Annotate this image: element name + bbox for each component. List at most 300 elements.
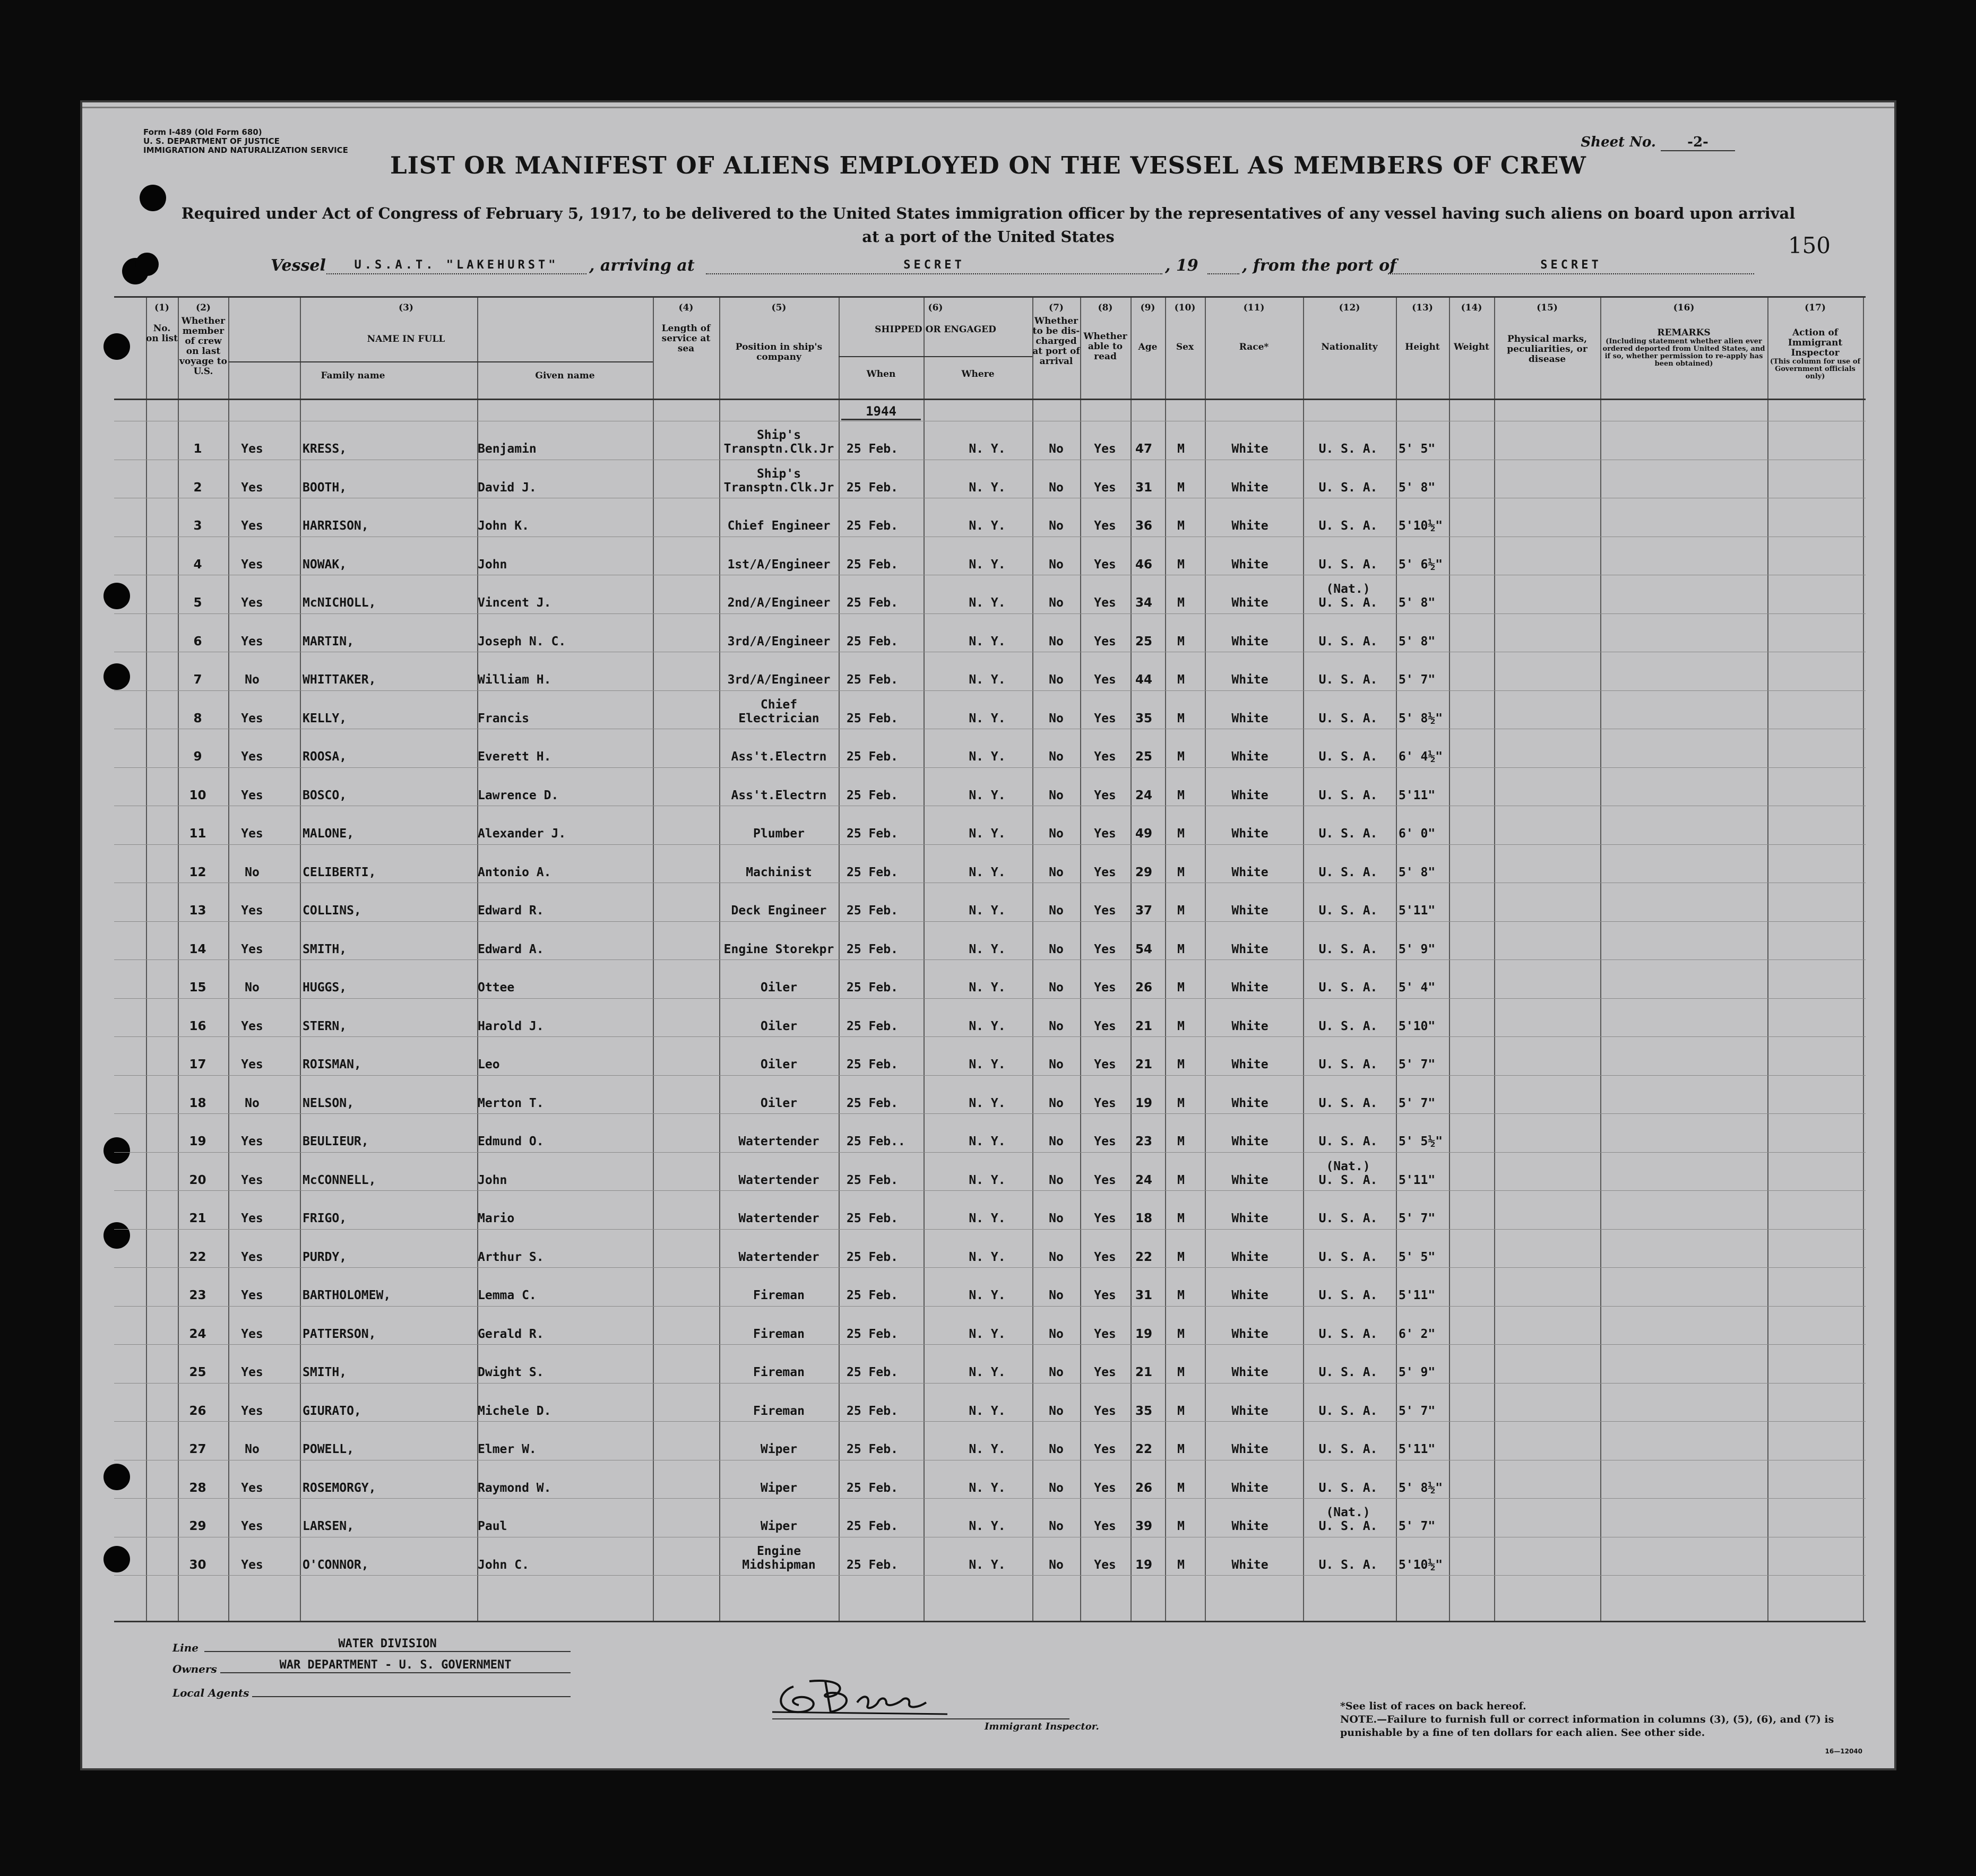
line-label: Line xyxy=(172,1641,199,1654)
shipped-when: 25 Feb. xyxy=(847,442,898,456)
family-name-header: Family name xyxy=(321,370,385,381)
table-row xyxy=(114,1421,1866,1459)
nationality-value: U. S. A. xyxy=(1318,1404,1378,1418)
row-number: 26 xyxy=(189,1404,206,1418)
shipped-when: 25 Feb. xyxy=(847,1404,898,1418)
shipped-where: N. Y. xyxy=(969,1212,1006,1225)
family-name: POWELL, xyxy=(303,1442,354,1456)
nationality-value: U. S. A. xyxy=(1318,750,1378,764)
col17-header xyxy=(1767,303,1863,381)
vessel-label: Vessel xyxy=(271,256,326,275)
nationality xyxy=(1306,904,1391,918)
row-rule xyxy=(114,1036,1866,1037)
prior-voyage: Yes xyxy=(241,1019,263,1033)
given-name: Mario xyxy=(478,1212,515,1225)
row-rule xyxy=(114,921,1866,922)
sheet-number xyxy=(1581,134,1735,151)
col10-header xyxy=(1165,303,1205,352)
age: 31 xyxy=(1135,1289,1152,1302)
height: 5' 5½" xyxy=(1399,1135,1443,1148)
col2-header xyxy=(179,303,228,377)
position xyxy=(719,1365,839,1379)
given-name-header: Given name xyxy=(535,370,595,381)
year-blank xyxy=(1207,258,1239,274)
able-to-read: Yes xyxy=(1094,865,1116,879)
row-number: 23 xyxy=(189,1289,206,1302)
position-line2: Transptn.Clk.Jr xyxy=(723,480,834,495)
race: White xyxy=(1231,981,1269,995)
arriving-label: , arriving at xyxy=(589,256,695,275)
nationality xyxy=(1306,1096,1391,1110)
position xyxy=(719,1289,839,1302)
able-to-read: Yes xyxy=(1094,942,1116,956)
col6-label: SHIPPED OR ENGAGED xyxy=(875,324,996,335)
col7-label: Whether to be dis-charged at port of arrival xyxy=(1032,316,1080,367)
race: White xyxy=(1231,1135,1269,1148)
table-row xyxy=(114,498,1866,536)
inspector-signature xyxy=(772,1671,953,1718)
nationality xyxy=(1306,635,1391,649)
position xyxy=(719,1404,839,1418)
shipped-when: 25 Feb. xyxy=(847,557,898,572)
family-name: STERN, xyxy=(303,1019,347,1033)
row-number: 6 xyxy=(193,634,202,649)
given-name: Leo xyxy=(478,1058,500,1071)
family-name: WHITTAKER, xyxy=(303,673,376,687)
age: 21 xyxy=(1135,1019,1152,1033)
shipped-when: 25 Feb. xyxy=(847,1019,898,1033)
nationality xyxy=(1306,750,1391,764)
nationality-value: U. S. A. xyxy=(1318,634,1378,649)
position-line2: Oiler xyxy=(760,1096,798,1110)
year-label: 1944 xyxy=(841,404,921,420)
discharged: No xyxy=(1049,1096,1064,1110)
race: White xyxy=(1231,1212,1269,1225)
position-line1: Ship's xyxy=(756,466,801,481)
race: White xyxy=(1231,596,1269,610)
family-name: BARTHOLOMEW, xyxy=(303,1289,391,1302)
given-name: Merton T. xyxy=(478,1096,544,1110)
height: 5' 9" xyxy=(1399,1365,1436,1379)
nationality xyxy=(1306,1135,1391,1148)
age: 36 xyxy=(1135,519,1152,533)
nationality-value: U. S. A. xyxy=(1318,1135,1378,1148)
col1-header xyxy=(146,303,178,344)
discharged: No xyxy=(1049,1173,1064,1187)
family-name: ROOSA, xyxy=(303,750,347,764)
prior-voyage: Yes xyxy=(241,480,263,495)
table-row xyxy=(114,1229,1866,1267)
service: IMMIGRATION AND NATURALIZATION SERVICE xyxy=(143,145,348,155)
race: White xyxy=(1231,634,1269,649)
able-to-read: Yes xyxy=(1094,1212,1116,1225)
shipped-where: N. Y. xyxy=(969,480,1006,495)
discharged: No xyxy=(1049,1135,1064,1148)
nationality-value: U. S. A. xyxy=(1318,1365,1378,1379)
shipped-where: N. Y. xyxy=(969,711,1006,725)
page-title: LIST OR MANIFEST OF ALIENS EMPLOYED ON THE VESSEL AS MEMBERS OF CREW xyxy=(390,151,1586,179)
position-line2: Transptn.Clk.Jr xyxy=(723,442,834,456)
given-name: Paul xyxy=(478,1519,507,1533)
table-row xyxy=(114,959,1866,998)
shipped-where: N. Y. xyxy=(969,1519,1006,1533)
shipped-where: N. Y. xyxy=(969,1558,1006,1572)
able-to-read: Yes xyxy=(1094,1519,1116,1533)
row-rule xyxy=(114,1075,1866,1076)
row-rule xyxy=(114,613,1866,614)
nationality xyxy=(1306,673,1391,687)
nationality-value: U. S. A. xyxy=(1318,711,1378,725)
table-row xyxy=(114,1267,1866,1306)
shipped-when: 25 Feb. xyxy=(847,1519,898,1533)
nationality xyxy=(1306,582,1391,610)
table-row xyxy=(114,1075,1866,1113)
race: White xyxy=(1231,942,1269,956)
col7-num: (7) xyxy=(1049,302,1064,313)
vessel-name: U.S.A.T. "LAKEHURST" xyxy=(326,258,586,274)
position xyxy=(719,866,839,879)
sex: M xyxy=(1177,480,1185,495)
given-name: Alexander J. xyxy=(478,827,566,841)
age: 18 xyxy=(1135,1212,1152,1225)
col4-num: (4) xyxy=(678,302,694,313)
col12-num: (12) xyxy=(1339,302,1360,313)
height: 5' 5" xyxy=(1399,1250,1436,1264)
row-number: 5 xyxy=(193,596,202,610)
table-row xyxy=(114,575,1866,613)
shipped-when: 25 Feb. xyxy=(847,1365,898,1379)
prior-voyage: Yes xyxy=(241,1481,263,1495)
row-number: 25 xyxy=(189,1365,206,1379)
position xyxy=(719,827,839,841)
sex: M xyxy=(1177,981,1185,995)
position-line2: Watertender xyxy=(738,1173,819,1187)
table-row xyxy=(114,1190,1866,1229)
sex: M xyxy=(1177,711,1185,725)
row-rule xyxy=(114,1575,1866,1576)
row-rule xyxy=(114,1190,1866,1191)
nationality-value: U. S. A. xyxy=(1318,1289,1378,1302)
nationality xyxy=(1306,1365,1391,1379)
prior-voyage: Yes xyxy=(241,596,263,610)
family-name: McCONNELL, xyxy=(303,1173,376,1187)
nationality-note: (Nat.) xyxy=(1326,582,1370,596)
discharged: No xyxy=(1049,673,1064,687)
row-rule xyxy=(114,690,1866,691)
height: 5' 7" xyxy=(1399,1058,1436,1071)
nationality-value: U. S. A. xyxy=(1318,673,1378,687)
discharged: No xyxy=(1049,981,1064,995)
nationality xyxy=(1306,943,1391,956)
col5-header xyxy=(719,303,839,362)
prior-voyage: Yes xyxy=(241,1212,263,1225)
discharged: No xyxy=(1049,788,1064,802)
row-number: 12 xyxy=(189,865,206,879)
nationality xyxy=(1306,1558,1391,1572)
shipped-where: N. Y. xyxy=(969,1096,1006,1110)
shipped-where: N. Y. xyxy=(969,442,1006,456)
discharged: No xyxy=(1049,1519,1064,1533)
races-note: *See list of races on back hereof. xyxy=(1340,1700,1526,1712)
sex: M xyxy=(1177,750,1185,764)
row-number: 15 xyxy=(189,981,206,995)
col14-header xyxy=(1449,303,1494,352)
table-row xyxy=(114,883,1866,921)
col5-num: (5) xyxy=(771,302,787,313)
prior-voyage: Yes xyxy=(241,1404,263,1418)
nationality xyxy=(1306,1404,1391,1418)
position-line1: Chief xyxy=(760,697,798,712)
position-line2: Deck Engineer xyxy=(731,904,827,918)
height: 6' 0" xyxy=(1399,827,1436,841)
nationality-value: U. S. A. xyxy=(1318,442,1378,456)
race: White xyxy=(1231,788,1269,802)
table-row xyxy=(114,1344,1866,1382)
height: 5'11" xyxy=(1399,788,1436,802)
height: 5' 7" xyxy=(1399,1519,1436,1533)
position xyxy=(719,1058,839,1071)
sex: M xyxy=(1177,827,1185,841)
height: 5' 8" xyxy=(1399,634,1436,649)
prior-voyage: Yes xyxy=(241,750,263,764)
given-name: John K. xyxy=(478,519,529,533)
able-to-read: Yes xyxy=(1094,1558,1116,1572)
position xyxy=(719,1173,839,1187)
shipped-when: 25 Feb. xyxy=(847,673,898,687)
row-rule xyxy=(114,844,1866,845)
nationality-note: (Nat.) xyxy=(1326,1159,1370,1173)
height: 5'10" xyxy=(1399,1019,1436,1033)
shipped-where: N. Y. xyxy=(969,1289,1006,1302)
table-row xyxy=(114,652,1866,690)
age: 19 xyxy=(1135,1558,1152,1572)
position-line2: Watertender xyxy=(738,1135,819,1148)
table-row xyxy=(114,921,1866,959)
prior-voyage: Yes xyxy=(241,519,263,533)
position-line2: Oiler xyxy=(760,1019,798,1033)
given-name: William H. xyxy=(478,673,551,687)
position xyxy=(719,596,839,610)
row-number: 11 xyxy=(189,827,206,841)
given-name: John C. xyxy=(478,1558,529,1572)
row-number: 17 xyxy=(189,1058,206,1071)
position-line2: Ass't.Electrn xyxy=(731,788,827,802)
able-to-read: Yes xyxy=(1094,981,1116,995)
table-row xyxy=(114,729,1866,767)
nationality-value: U. S. A. xyxy=(1318,480,1378,495)
shipped-when: 25 Feb. xyxy=(847,1058,898,1071)
position-line2: Fireman xyxy=(753,1327,805,1341)
row-number: 22 xyxy=(189,1250,206,1264)
col14-label: Weight xyxy=(1453,342,1490,352)
row-rule xyxy=(114,1113,1866,1114)
nationality-value: U. S. A. xyxy=(1318,1058,1378,1071)
row-number: 27 xyxy=(189,1442,206,1456)
row-number: 1 xyxy=(193,442,202,456)
table-row xyxy=(114,1460,1866,1498)
prior-voyage: Yes xyxy=(241,1519,263,1533)
family-name: GIURATO, xyxy=(303,1404,361,1418)
position xyxy=(719,558,839,572)
col9-label: Age xyxy=(1138,342,1158,352)
prior-voyage: Yes xyxy=(241,1173,263,1187)
discharged: No xyxy=(1049,904,1064,918)
nationality-value: U. S. A. xyxy=(1318,596,1378,610)
sex: M xyxy=(1177,1481,1185,1495)
sheet-value: -2- xyxy=(1661,134,1735,151)
race: White xyxy=(1231,1019,1269,1033)
page-subtitle: Required under Act of Congress of February 5, 1917, to be delivered to the United States immigration officer by the representatives of any vessel having such aliens on board upon arrival at a port of the United States xyxy=(181,204,1796,246)
discharged: No xyxy=(1049,519,1064,533)
sex: M xyxy=(1177,557,1185,572)
shipped-when: 25 Feb. xyxy=(847,750,898,764)
age: 21 xyxy=(1135,1058,1152,1071)
position xyxy=(719,673,839,687)
family-name: BOOTH, xyxy=(303,480,347,495)
manifest-sheet xyxy=(82,102,1894,1768)
race: White xyxy=(1231,750,1269,764)
position-line2: Midshipman xyxy=(742,1558,816,1572)
shipped-when: 25 Feb. xyxy=(847,1212,898,1225)
discharged: No xyxy=(1049,1404,1064,1418)
height: 6' 4½" xyxy=(1399,750,1443,764)
table-row xyxy=(114,613,1866,652)
when-header: When xyxy=(866,369,896,379)
able-to-read: Yes xyxy=(1094,1250,1116,1264)
row-rule xyxy=(114,1421,1866,1422)
given-name: Arthur S. xyxy=(478,1250,544,1264)
able-to-read: Yes xyxy=(1094,480,1116,495)
table-row xyxy=(114,1036,1866,1075)
discharged: No xyxy=(1049,711,1064,725)
row-rule xyxy=(114,959,1866,960)
shipped-where: N. Y. xyxy=(969,1135,1006,1148)
row-number: 4 xyxy=(193,557,202,572)
footnote xyxy=(1340,1700,1850,1740)
discharged: No xyxy=(1049,1442,1064,1456)
col8-label: Whether able to read xyxy=(1083,331,1127,362)
nationality xyxy=(1306,1289,1391,1302)
position-line2: Wiper xyxy=(760,1442,798,1456)
position-line2: Oiler xyxy=(760,981,798,995)
row-number: 14 xyxy=(189,942,206,956)
discharged: No xyxy=(1049,1212,1064,1225)
sex: M xyxy=(1177,1289,1185,1302)
table-row xyxy=(114,1537,1866,1575)
vessel-line xyxy=(271,256,1810,278)
table-row xyxy=(114,1498,1866,1536)
shipped-when: 25 Feb. xyxy=(847,480,898,495)
age: 25 xyxy=(1135,750,1152,764)
shipped-when: 25 Feb. xyxy=(847,788,898,802)
age: 24 xyxy=(1135,1173,1152,1187)
row-number: 21 xyxy=(189,1212,206,1225)
row-rule xyxy=(114,1267,1866,1268)
row-number: 29 xyxy=(189,1519,206,1533)
family-name: COLLINS, xyxy=(303,904,361,918)
row-number: 28 xyxy=(189,1481,206,1495)
sex: M xyxy=(1177,442,1185,456)
form-number: 16—12040 xyxy=(1825,1748,1862,1755)
position-line2: 3rd/A/Engineer xyxy=(727,634,831,649)
shipped-when: 25 Feb. xyxy=(847,904,898,918)
nationality-value: U. S. A. xyxy=(1318,1327,1378,1341)
col16-header xyxy=(1600,303,1767,368)
row-number: 30 xyxy=(189,1558,206,1572)
col1-label: No. on list xyxy=(146,323,178,344)
table-row xyxy=(114,421,1866,459)
family-name: ROSEMORGY, xyxy=(303,1481,376,1495)
arriving-port: SECRET xyxy=(706,258,1162,274)
height: 5' 8" xyxy=(1399,865,1436,879)
col3-label: NAME IN FULL xyxy=(367,334,445,344)
able-to-read: Yes xyxy=(1094,557,1116,572)
row-number: 19 xyxy=(189,1135,206,1148)
shipped-when: 25 Feb. xyxy=(847,1327,898,1341)
owners-value: WAR DEPARTMENT - U. S. GOVERNMENT xyxy=(220,1658,571,1673)
row-rule xyxy=(114,767,1866,768)
race: White xyxy=(1231,711,1269,725)
col17-label: Action of Immigrant Inspector xyxy=(1788,327,1843,358)
col4-label: Length of service at sea xyxy=(661,323,711,354)
given-name: Vincent J. xyxy=(478,596,551,610)
age: 24 xyxy=(1135,788,1152,802)
position-line2: Oiler xyxy=(760,1058,798,1071)
nationality-value: U. S. A. xyxy=(1318,519,1378,533)
able-to-read: Yes xyxy=(1094,788,1116,802)
position xyxy=(719,904,839,918)
given-name: Edward A. xyxy=(478,942,544,956)
row-number: 2 xyxy=(193,480,202,495)
sex: M xyxy=(1177,1096,1185,1110)
sex: M xyxy=(1177,1135,1185,1148)
table-row xyxy=(114,537,1866,575)
discharged: No xyxy=(1049,1289,1064,1302)
able-to-read: Yes xyxy=(1094,1327,1116,1341)
prior-voyage: Yes xyxy=(241,1365,263,1379)
row-number: 18 xyxy=(189,1096,206,1110)
col8-header xyxy=(1080,303,1131,362)
position-line1: Engine xyxy=(756,1544,801,1558)
row-number: 10 xyxy=(189,788,206,802)
agents-value xyxy=(252,1682,571,1697)
col3-header xyxy=(229,303,583,344)
discharged: No xyxy=(1049,827,1064,841)
nationality-value: U. S. A. xyxy=(1318,865,1378,879)
prior-voyage: Yes xyxy=(241,1289,263,1302)
given-name: John xyxy=(478,557,507,572)
row-rule xyxy=(114,1344,1866,1345)
shipped-where: N. Y. xyxy=(969,904,1006,918)
given-name: Antonio A. xyxy=(478,865,551,879)
family-name: SMITH, xyxy=(303,1365,347,1379)
family-name: McNICHOLL, xyxy=(303,596,376,610)
shipped-where: N. Y. xyxy=(969,673,1006,687)
nationality xyxy=(1306,1160,1391,1187)
height: 5' 5" xyxy=(1399,442,1436,456)
prior-voyage: No xyxy=(245,1096,260,1110)
sex: M xyxy=(1177,1250,1185,1264)
sex: M xyxy=(1177,1558,1185,1572)
punch-hole xyxy=(140,185,166,211)
row-rule xyxy=(114,1306,1866,1307)
given-name: Harold J. xyxy=(478,1019,544,1033)
position-line2: Plumber xyxy=(753,827,805,841)
family-name: CELIBERTI, xyxy=(303,865,376,879)
row-rule xyxy=(114,1383,1866,1384)
shipped-when: 25 Feb. xyxy=(847,519,898,533)
shipped-where: N. Y. xyxy=(969,750,1006,764)
